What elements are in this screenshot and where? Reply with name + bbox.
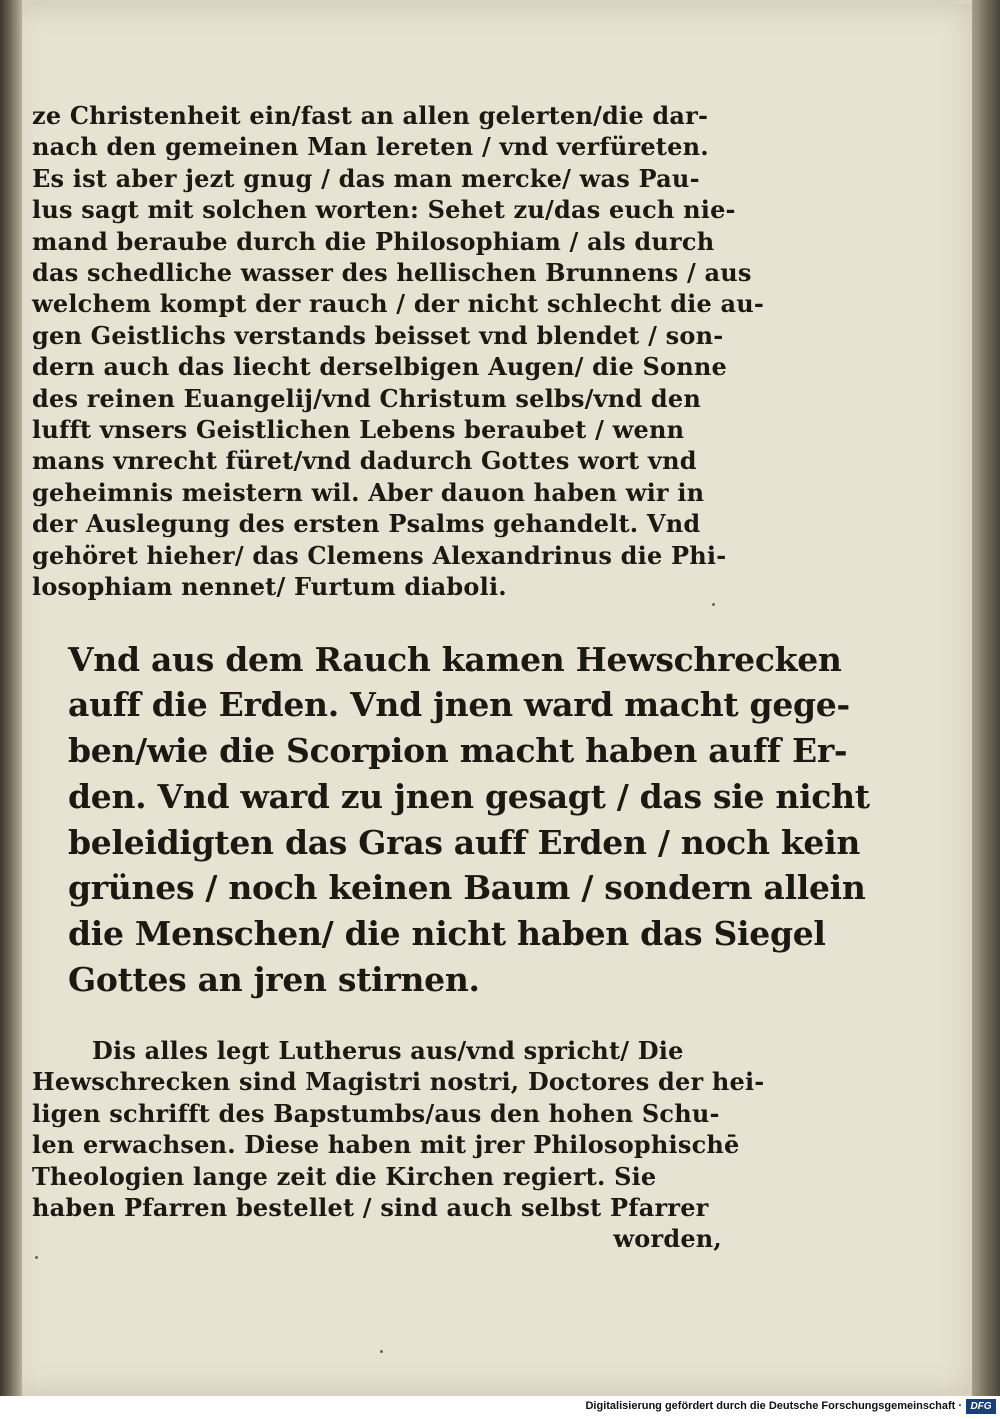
paragraph-luther xyxy=(32,1035,765,1255)
text-line: ligen schrifft des Bapstumbs/aus den hohen Schu- xyxy=(32,1098,720,1128)
text-line: dern auch das liecht derselbigen Augen/ die Sonne xyxy=(32,352,727,382)
text-line: ze Christenheit ein/fast an allen gelerten/die dar- xyxy=(32,101,709,130)
text-line: Hewschrecken sind Magistri nostri, Doctores der hei- xyxy=(32,1067,765,1097)
scripture-verse xyxy=(32,637,870,1003)
book-binding-shadow xyxy=(0,0,22,1396)
text-line: nach den gemeinen Man lereten / vnd verfüreten. xyxy=(32,132,709,162)
verse-line: die Menschen/ die nicht haben das Siegel xyxy=(68,914,826,954)
paper-speck xyxy=(35,1256,38,1259)
text-line: des reinen Euangelij/vnd Christum selbs/vnd den xyxy=(32,383,701,413)
paragraph-commentary xyxy=(32,100,765,603)
dfg-logo: DFG xyxy=(966,1399,996,1414)
text-line: Es ist aber jezt gnug / das man mercke/ was Pau- xyxy=(32,163,700,193)
text-line: Theologien lange zeit die Kirchen regiert. Sie xyxy=(32,1161,657,1191)
text-line: mand beraube durch die Philosophiam / als durch xyxy=(32,226,715,256)
text-line: das schedliche wasser des hellischen Brunnens / aus xyxy=(32,258,752,288)
verse-line: den. Vnd ward zu jnen gesagt / das sie nicht xyxy=(68,776,870,816)
text-line: haben Pfarren bestellet / sind auch selbst Pfarrer xyxy=(32,1192,709,1222)
text-line: lufft vnsers Geistlichen Lebens beraubet / wenn xyxy=(32,415,685,445)
text-line: geheimnis meistern wil. Aber dauon haben wir in xyxy=(32,477,705,507)
text-line: gen Geistlichs verstands beisset vnd blendet / son- xyxy=(32,320,724,350)
page-edge xyxy=(972,0,1000,1396)
text-line: mans vnrecht füret/vnd dadurch Gottes wort vnd xyxy=(32,446,697,476)
text-line: welchem kompt der rauch / der nicht schlecht die au- xyxy=(32,289,765,319)
text-line: len erwachsen. Diese haben mit jrer Philosophischē xyxy=(32,1130,740,1160)
digitization-footer xyxy=(0,1396,1000,1419)
verse-line: ben/wie die Scorpion macht haben auff Er- xyxy=(68,731,848,771)
text-line: der Auslegung des ersten Psalms gehandelt. Vnd xyxy=(32,509,701,539)
verse-line: Vnd aus dem Rauch kamen Hewschrecken xyxy=(68,639,842,679)
page-text xyxy=(32,100,870,1255)
text-line: gehöret hieher/ das Clemens Alexandrinus die Phi- xyxy=(32,540,727,570)
verse-line: auff die Erden. Vnd jnen ward macht gege- xyxy=(68,685,850,725)
funding-credit: Digitalisierung gefördert durch die Deutsche Forschungsgemeinschaft · xyxy=(585,1400,962,1412)
verse-line: Gottes an jren stirnen. xyxy=(68,960,480,1000)
text-line: lus sagt mit solchen worten: Sehet zu/das euch nie- xyxy=(32,195,736,225)
text-line: losophiam nennet/ Furtum diaboli. xyxy=(32,572,507,602)
verse-line: grünes / noch keinen Baum / sondern allein xyxy=(68,868,866,908)
verse-line: beleidigten das Gras auff Erden / noch kein xyxy=(68,822,861,862)
paper-speck xyxy=(380,1350,383,1353)
catchword: worden, xyxy=(613,1224,722,1254)
text-line: Dis alles legt Lutherus aus/vnd spricht/ Die xyxy=(92,1035,684,1065)
